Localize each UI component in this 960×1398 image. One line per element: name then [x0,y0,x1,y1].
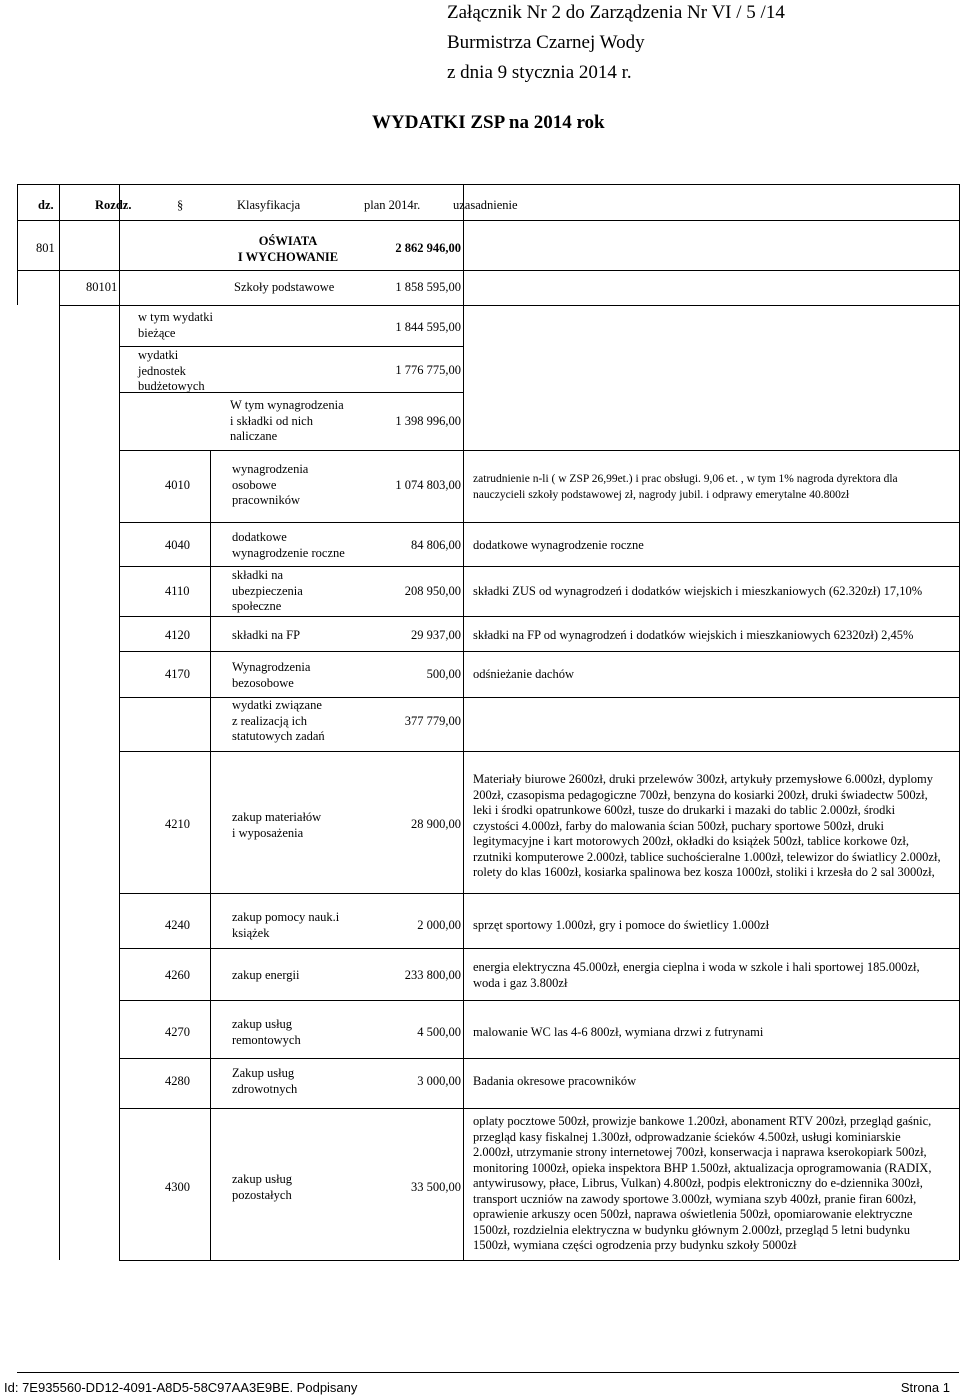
row-4270-name-line2: remontowych [232,1032,301,1047]
footer-rule [17,1372,959,1373]
rule [119,450,959,451]
row-4210-note-line: rzutniki komputerowe 2.000zł, tablice suchościeralne 1.000zł, telewizor do światlicy 2.000zł, [473,849,941,864]
row-4300-note [473,1114,931,1254]
column-divider [463,184,464,1260]
row-4280-name-line1: Zakup usług [232,1066,295,1080]
row-4110-name-line2: ubezpieczenia [232,583,303,598]
row-4300-name [232,1172,292,1203]
row-80101-name: Szkoły podstawowe [234,280,335,294]
row-wynagrodzenia-label [230,398,344,445]
footer-page-number: Strona 1 [900,1380,950,1395]
column-divider [119,184,120,1260]
row-jednostek-line1: wydatki [138,348,179,362]
row-4260-name: zakup energii [232,968,300,982]
row-4260-note-line: energia elektryczna 45.000zł, energia cieplna i woda w szkole i hali sportowej 185.000zł, [473,960,920,974]
rule [119,651,959,652]
row-4210-note-line: rolety do klas 1600zł, kosiarka spalinowa bez kosza 1000zł, stoliki i krzesła do 2 sal 3000zł, [473,865,935,879]
row-801-amount: 2 862 946,00 [395,241,461,255]
header-line-2: Burmistrza Czarnej Wody [447,32,645,53]
row-4110-name [232,568,303,615]
row-4010-amount: 1 074 803,00 [395,478,461,492]
row-4300-name-line1: zakup usług [232,1172,293,1186]
row-statutowe-line3: statutowych zadań [232,729,325,743]
row-biezace-label [138,310,213,341]
row-801-name [228,234,348,265]
row-4210-note [473,772,941,881]
footer-document-id: Id: 7E935560-DD12-4091-A8D5-58C97AA3E9BE. Podpisany [4,1380,358,1395]
row-4010-name [232,462,308,509]
row-4010-name-line2: osobowe [232,477,277,492]
row-4300-note-line: oplaty pocztowe 500zł, prowizje bankowe 1.200zł, abonament RTV 200zł, przegląd gaśnic, [473,1114,932,1128]
row-4300-amount: 33 500,00 [411,1180,461,1194]
rule [119,1000,959,1001]
row-biezace-line2: bieżące [138,325,176,340]
row-4300-note-line: oprawienie arkuszy ocen 500zł, naprawa oświetlenia 500zł, opomiarowanie elektryczne [473,1207,913,1221]
column-divider [210,450,211,1260]
rule [119,893,959,894]
row-4210-note-line: Materiały biurowe 2600zł, druki przelewów 300zł, artykuły przemysłowe 6.000zł, dyplomy [473,772,933,786]
row-4110-amount: 208 950,00 [404,584,461,598]
rule [59,305,959,306]
row-4270-note: malowanie WC las 4-6 800zł, wymiana drzwi z futrynami [473,1025,764,1039]
row-4300-note-line: 1500zł, rozdzielnia elektryczna w budynku głównym 2.000zł, przegląd 5 letni budynku [473,1222,911,1237]
rule [17,270,959,271]
row-wynagrodzenia-amount: 1 398 996,00 [395,414,461,428]
row-4280-name-line2: zdrowotnych [232,1081,298,1096]
row-4170-note: odśnieżanie dachów [473,667,575,681]
row-4170-name-line2: bezosobowe [232,675,294,690]
rule [119,1108,959,1109]
row-4040-note: dodatkowe wynagrodzenie roczne [473,538,644,552]
rule [119,346,463,347]
page-title: WYDATKI ZSP na 2014 rok [372,112,605,133]
col-paragraph-sign: § [177,198,184,212]
rule [119,566,959,567]
row-801-code: 801 [36,241,55,255]
column-divider [17,184,18,305]
row-4040-code: 4040 [165,538,190,552]
row-4010-note [473,472,898,503]
row-4300-note-line: 1500zł, wymiana części ogrodzenia przy budynku szkoły 5000zł [473,1238,797,1252]
row-80101-amount: 1 858 595,00 [395,280,461,294]
column-divider [59,184,60,1260]
row-4170-name [232,660,310,691]
col-rozdz: Rozdz. [95,198,132,212]
row-4120-note: składki na FP od wynagrodzeń i dodatków wiejskich i mieszkaniowych 62320zł) 2,45% [473,628,914,642]
row-4110-note: składki ZUS od wynagrodzeń i dodatków wiejskich i mieszkaniowych (62.320zł) 17,10% [473,584,923,598]
row-4280-note: Badania okresowe pracowników [473,1074,637,1088]
row-4270-name-line1: zakup usług [232,1017,293,1031]
row-4300-note-line: monitoring 1000zł, opieka inspektora BHP 1.500zł, aktualizacja oprogramowania (RADIX, [473,1160,932,1175]
row-statutowe-line2: z realizacją ich [232,713,307,728]
row-4120-amount: 29 937,00 [411,628,461,642]
row-4300-note-line: transport uczniów na zawody sportowe 3.000zł, wymiana szyb 400zł, pranie firan 600zł, [473,1191,917,1206]
row-4300-note-line: przegląd kasy fiskalnej 1.300zł, odprowadzanie ścieków 4.500zł, usługi kominiarskie [473,1129,901,1144]
rule [17,184,959,185]
row-statutowe-amount: 377 779,00 [404,714,461,728]
row-4110-name-line3: społeczne [232,599,282,613]
row-4300-code: 4300 [165,1180,190,1194]
row-4120-code: 4120 [165,628,190,642]
row-4010-note-line2: nauczycieli szkoły podstawowej zł, nagrody jubil. i odprawy emerytalne 40.800zł [473,488,850,501]
header-line-3: z dnia 9 stycznia 2014 r. [447,62,632,83]
rule [119,948,959,949]
row-wynagrodzenia-line2: i składki od nich [230,413,313,428]
row-4010-name-line3: pracowników [232,493,301,507]
row-4120-name: składki na FP [232,628,301,642]
row-4210-note-line: legitymacyjne i kart motorowych 200zł, okładki do książek 500zł, tablice korkowe 0zł, [473,834,909,848]
row-4300-note-line: 2.000zł, utrzymanie strony internetowej 700zł, konserwacja i naprawa kserokopiark 500zł, [473,1145,927,1159]
row-jednostek-line3: budżetowych [138,379,205,393]
row-4280-name [232,1066,297,1097]
row-4040-name [232,530,345,561]
rule [119,522,959,523]
row-4210-amount: 28 900,00 [411,817,461,831]
row-4270-amount: 4 500,00 [417,1025,461,1039]
row-4260-note [473,960,920,991]
row-wynagrodzenia-line1: W tym wynagrodzenia [230,398,344,412]
row-biezace-line1: w tym wydatki [138,310,213,324]
row-statutowe-label [232,698,325,745]
row-jednostek-label [138,348,205,395]
col-plan: plan 2014r. [364,198,421,212]
row-4210-note-line: czystości 4.000zł, farby do malowania ścian 500zł, puchary sportowe 500zł, druki [473,818,884,833]
rule [119,1058,959,1059]
row-4210-code: 4210 [165,817,190,831]
row-4260-code: 4260 [165,968,190,982]
row-801-name-line1: OŚWIATA [258,234,318,248]
row-jednostek-amount: 1 776 775,00 [395,363,461,377]
row-4240-name [232,910,339,941]
row-biezace-amount: 1 844 595,00 [395,320,461,334]
row-80101-code: 80101 [86,280,118,294]
row-4040-name-line2: wynagrodzenie roczne [232,545,345,560]
row-4280-amount: 3 000,00 [417,1074,461,1088]
row-4170-name-line1: Wynagrodzenia [232,660,311,674]
row-4210-note-line: 200zł, czasopisma pedagogiczne 700zł, benzyna do kosiarki 200zł, druki świadectw 500zł, [473,787,928,802]
rule [119,1260,959,1261]
row-4240-name-line1: zakup pomocy nauk.i [232,910,340,924]
row-4270-name [232,1017,301,1048]
row-4240-name-line2: książek [232,925,270,940]
row-4010-note-line1: zatrudnienie n-li ( w ZSP 26,99et.) i prac obsługi. 9,06 et. , w tym 1% nagroda dyrektora dla [473,473,898,485]
row-4170-code: 4170 [165,667,190,681]
row-4010-code: 4010 [165,478,190,492]
row-4040-amount: 84 806,00 [411,538,461,552]
col-dz: dz. [38,198,54,212]
row-4170-amount: 500,00 [426,667,461,681]
row-4240-note: sprzęt sportowy 1.000zł, gry i pomoce do świetlicy 1.000zł [473,918,770,932]
row-4280-code: 4280 [165,1074,190,1088]
row-801-name-line2: I WYCHOWANIE [237,249,339,264]
row-4260-note-line: woda i gaz 3.800zł [473,975,568,990]
row-4240-amount: 2 000,00 [417,918,461,932]
row-4210-name [232,810,321,841]
row-4300-name-line2: pozostałych [232,1187,292,1202]
row-4260-amount: 233 800,00 [404,968,461,982]
row-statutowe-line1: wydatki związane [232,698,322,712]
row-4110-code: 4110 [165,584,190,598]
col-klasyfikacja: Klasyfikacja [237,198,301,212]
col-uzasadnienie: uzasadnienie [453,198,518,212]
row-wynagrodzenia-line3: naliczane [230,429,278,443]
row-4110-name-line1: składki na [232,568,284,582]
row-4240-code: 4240 [165,918,190,932]
rule [119,751,959,752]
header-line-1: Załącznik Nr 2 do Zarządzenia Nr VI / 5 /14 [447,2,785,23]
rule [119,616,959,617]
row-4210-name-line1: zakup materiałów [232,810,322,824]
row-4210-name-line2: i wyposażenia [232,825,304,840]
row-4210-note-line: leki i środki opatrunkowe 600zł, tusze do drukarki i mazaki do tablic 2.000zł, środki [473,803,896,817]
row-4300-note-line: antywirusowy, płace, Librus, Vulkan) 4.800zł, podpis elektroniczny do e-dziennika 300zł, [473,1176,923,1190]
row-jednostek-line2: jednostek [138,363,186,378]
row-4270-code: 4270 [165,1025,190,1039]
row-4040-name-line1: dodatkowe [232,530,287,544]
row-4010-name-line1: wynagrodzenia [232,462,309,476]
rule [17,220,959,221]
